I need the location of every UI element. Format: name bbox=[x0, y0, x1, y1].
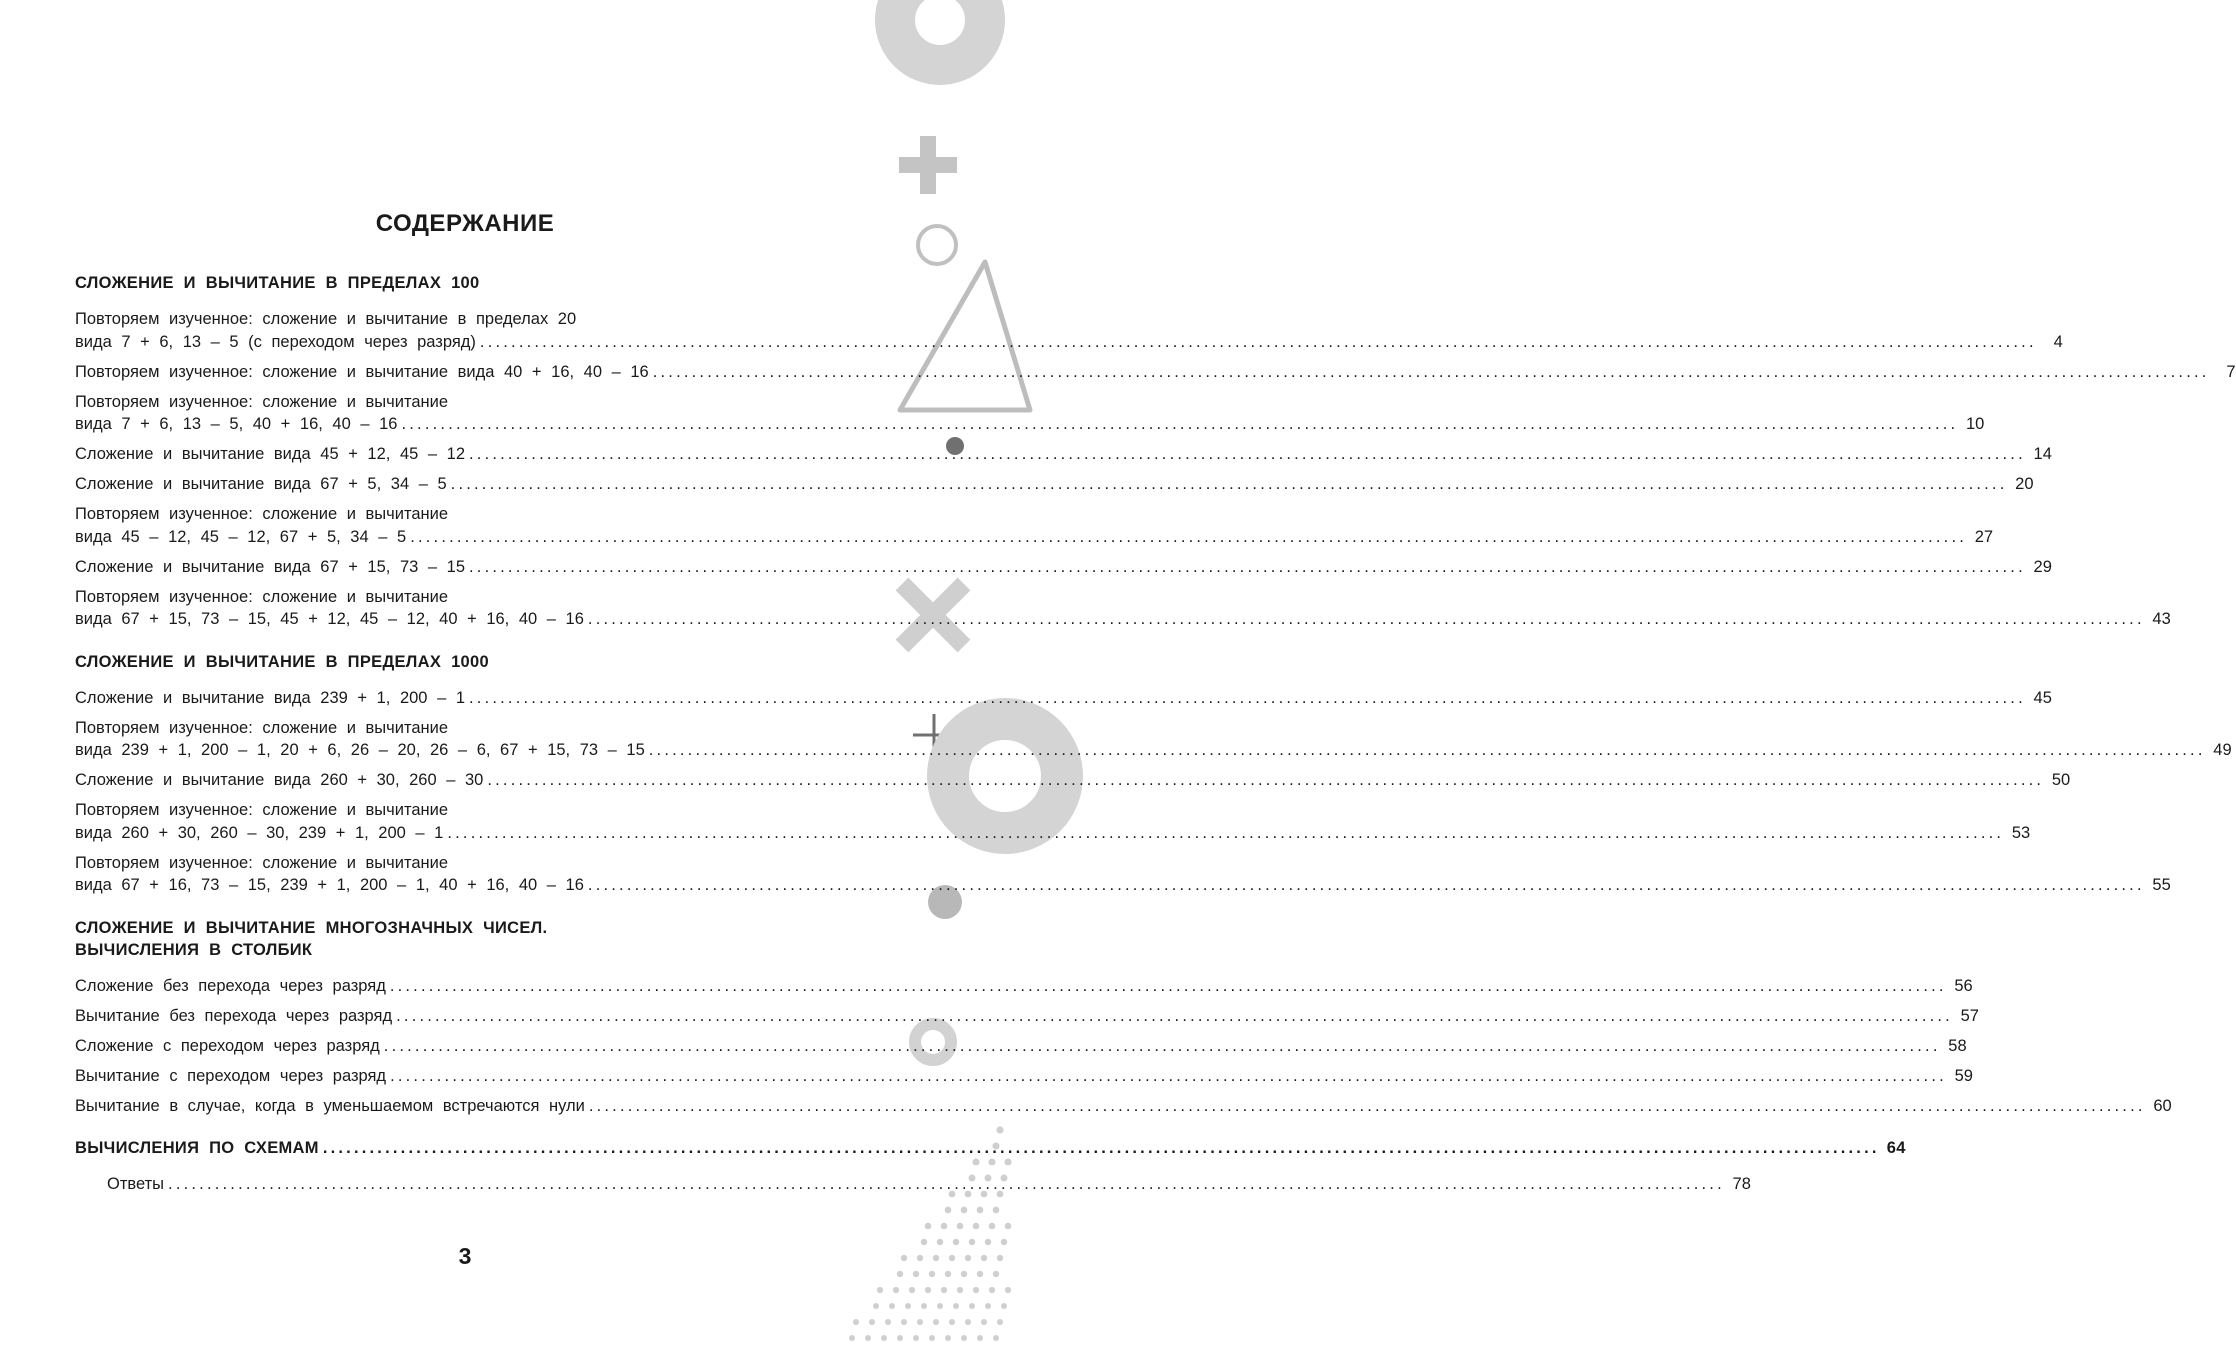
entry-text: Сложение и вычитание вида 239 + 1, 200 – 1 bbox=[75, 688, 466, 707]
pattern-dot bbox=[981, 1255, 987, 1261]
pattern-dot bbox=[1005, 1159, 1012, 1166]
entry-page: 4 bbox=[2053, 332, 2063, 351]
toc-row bbox=[75, 769, 2071, 792]
entry-page: 43 bbox=[2152, 610, 2171, 628]
dot-leader: ........................................................................................................................................................................................................ bbox=[648, 741, 2206, 759]
toc-section bbox=[75, 917, 2172, 1118]
entry-page: 58 bbox=[1948, 1036, 1967, 1055]
toc-entry bbox=[75, 586, 2171, 631]
toc-section bbox=[75, 651, 2232, 897]
entry-page: 27 bbox=[1974, 527, 1994, 546]
ring-icon bbox=[895, 0, 985, 65]
toc-row bbox=[75, 361, 2236, 384]
entry-first-line: Повторяем изученное: сложение и вычитание bbox=[75, 392, 449, 411]
entry-text: Повторяем изученное: сложение и вычитание вида 40 + 16, 40 – 16 bbox=[75, 362, 649, 381]
entry-page: 10 bbox=[1965, 415, 1985, 433]
entry-page: 59 bbox=[1954, 1066, 1973, 1085]
pattern-dot bbox=[1001, 1303, 1007, 1309]
pattern-dot bbox=[993, 1335, 999, 1341]
pattern-dot bbox=[933, 1255, 939, 1261]
toc-entry bbox=[75, 473, 2034, 496]
toc-entry bbox=[75, 1035, 1967, 1058]
pattern-dot bbox=[909, 1287, 915, 1293]
pattern-dot bbox=[961, 1207, 968, 1214]
pattern-dot bbox=[997, 1255, 1003, 1261]
pattern-dot bbox=[973, 1287, 979, 1293]
dot-leader: ........................................................................................................................................................................................................ bbox=[390, 1066, 1947, 1085]
table-of-contents bbox=[75, 272, 2236, 1216]
entry-first-line: Повторяем изученное: сложение и вычитание bbox=[75, 801, 449, 819]
entry-page: 45 bbox=[2033, 688, 2052, 707]
dot-leader: ........................................................................................................................................................................................................ bbox=[168, 1175, 1725, 1193]
toc-row bbox=[75, 1173, 1751, 1196]
dot-leader: ........................................................................................................................................................................................................ bbox=[322, 1139, 1880, 1157]
pattern-dot bbox=[937, 1239, 944, 1246]
pattern-dot bbox=[989, 1159, 996, 1166]
entry-text: ВЫЧИСЛЕНИЯ ПО СХЕМАМ bbox=[75, 1139, 319, 1157]
section-title: СЛОЖЕНИЕ И ВЫЧИТАНИЕ В ПРЕДЕЛАХ 100 bbox=[75, 274, 480, 292]
toc-entry bbox=[75, 503, 1994, 548]
dot-leader: ........................................................................................................................................................................................................ bbox=[450, 475, 2008, 493]
entry-text: вида 67 + 16, 73 – 15, 239 + 1, 200 – 1, 40 + 16, 40 – 16 bbox=[75, 876, 584, 894]
pattern-dot bbox=[937, 1303, 943, 1309]
toc-row bbox=[75, 526, 1994, 549]
pattern-dot bbox=[913, 1271, 919, 1277]
entry-text: вида 45 – 12, 45 – 12, 67 + 5, 34 – 5 bbox=[75, 527, 407, 546]
entry-page: 57 bbox=[1960, 1006, 1979, 1025]
pattern-dot bbox=[973, 1223, 980, 1230]
pattern-dot bbox=[985, 1239, 992, 1246]
pattern-dot bbox=[989, 1287, 995, 1293]
pattern-dot bbox=[877, 1287, 883, 1293]
toc-row bbox=[75, 739, 2232, 762]
entry-page: 53 bbox=[2011, 823, 2031, 842]
toc-row bbox=[75, 608, 2171, 631]
toc-entry bbox=[75, 687, 2052, 710]
pattern-dot bbox=[865, 1335, 871, 1341]
pattern-dot bbox=[925, 1287, 931, 1293]
pattern-dot bbox=[945, 1207, 952, 1214]
entry-text: вида 67 + 15, 73 – 15, 45 + 12, 45 – 12, 40 + 16, 40 – 16 bbox=[75, 610, 584, 628]
entry-text: вида 239 + 1, 200 – 1, 20 + 6, 26 – 20, 26 – 6, 67 + 15, 73 – 15 bbox=[75, 741, 645, 759]
pattern-dot bbox=[1005, 1287, 1011, 1293]
toc-row bbox=[75, 874, 2171, 897]
pattern-dot bbox=[993, 1271, 999, 1277]
dot-leader: ........................................................................................................................................................................................................ bbox=[410, 527, 1968, 546]
toc-row bbox=[75, 1035, 1967, 1058]
entry-list bbox=[75, 975, 2172, 1118]
toc-row bbox=[75, 975, 1973, 998]
dot-leader: ........................................................................................................................................................................................................ bbox=[587, 876, 2145, 894]
toc-entry bbox=[75, 308, 2063, 353]
pattern-dot bbox=[881, 1335, 887, 1341]
entry-page: 64 bbox=[1886, 1139, 1906, 1157]
pattern-dot bbox=[945, 1271, 951, 1277]
pattern-dot bbox=[953, 1303, 959, 1309]
entry-first-line: Повторяем изученное: сложение и вычитание bbox=[75, 853, 449, 872]
entry-text: Сложение и вычитание вида 67 + 5, 34 – 5 bbox=[75, 475, 447, 493]
entry-text: вида 7 + 6, 13 – 5 (с переходом через разряд) bbox=[75, 332, 476, 351]
page-number: 3 bbox=[458, 1243, 472, 1269]
dot-leader: ........................................................................................................................................................................................................ bbox=[487, 771, 2045, 789]
pattern-dot bbox=[917, 1319, 923, 1325]
entry-first-line: Повторяем изученное: сложение и вычитание bbox=[75, 718, 449, 737]
entry-list bbox=[75, 308, 2236, 631]
toc-row bbox=[75, 1005, 1979, 1028]
section-subtitle: ВЫЧИСЛЕНИЯ В СТОЛБИК bbox=[75, 940, 313, 959]
entry-text: Сложение без перехода через разряд bbox=[75, 976, 386, 995]
toc-row bbox=[75, 1137, 1906, 1159]
toc-row bbox=[75, 1065, 1973, 1088]
pattern-dot bbox=[913, 1335, 919, 1341]
pattern-dot bbox=[969, 1239, 976, 1246]
pattern-dot bbox=[869, 1319, 875, 1325]
pattern-dot bbox=[893, 1287, 899, 1293]
pattern-dot bbox=[945, 1335, 951, 1341]
entry-page: 55 bbox=[2152, 876, 2171, 894]
toc-row bbox=[75, 473, 2034, 496]
entry-list bbox=[75, 687, 2232, 897]
pattern-dot bbox=[885, 1319, 891, 1325]
page-title: СОДЕРЖАНИЕ bbox=[375, 210, 555, 237]
entry-first-line: Повторяем изученное: сложение и вычитание в пределах 20 bbox=[75, 310, 577, 328]
pattern-dot bbox=[901, 1319, 907, 1325]
pattern-dot bbox=[953, 1239, 960, 1246]
pattern-dot bbox=[873, 1303, 879, 1309]
entry-text: Сложение и вычитание вида 45 + 12, 45 – 12 bbox=[75, 445, 466, 463]
pattern-dot bbox=[897, 1335, 903, 1341]
entry-first-line: Повторяем изученное: сложение и вычитание bbox=[75, 587, 449, 606]
pattern-dot bbox=[993, 1207, 1000, 1214]
pattern-dot bbox=[853, 1319, 859, 1325]
section-title: СЛОЖЕНИЕ И ВЫЧИТАНИЕ В ПРЕДЕЛАХ 1000 bbox=[75, 652, 489, 671]
entry-text: вида 7 + 6, 13 – 5, 40 + 16, 40 – 16 bbox=[75, 415, 398, 433]
entry-page: 20 bbox=[2015, 475, 2034, 493]
toc-row bbox=[75, 413, 1985, 436]
entry-text: Вычитание в случае, когда в уменьшаемом встречаются нули bbox=[75, 1096, 585, 1115]
toc-row bbox=[75, 1095, 2172, 1118]
pattern-dot bbox=[921, 1303, 927, 1309]
toc-row bbox=[75, 687, 2052, 710]
toc-row bbox=[75, 822, 2031, 845]
pattern-dot bbox=[1005, 1223, 1012, 1230]
pattern-dot bbox=[949, 1255, 955, 1261]
toc-entry-answers bbox=[75, 1173, 1751, 1196]
pattern-dot bbox=[969, 1303, 975, 1309]
pattern-dot bbox=[965, 1255, 971, 1261]
pattern-dot bbox=[949, 1319, 955, 1325]
pattern-dot bbox=[1001, 1239, 1008, 1246]
entry-first-line: Повторяем изученное: сложение и вычитание bbox=[75, 505, 449, 523]
dot-leader: ........................................................................................................................................................................................................ bbox=[479, 332, 2037, 351]
entry-text: Сложение и вычитание вида 67 + 15, 73 – 15 bbox=[75, 557, 466, 576]
pattern-dot bbox=[961, 1271, 967, 1277]
entry-page: 29 bbox=[2033, 557, 2052, 576]
pattern-dot bbox=[905, 1303, 911, 1309]
toc-entry bbox=[75, 1065, 1973, 1088]
entry-text: Вычитание без перехода через разряд bbox=[75, 1006, 393, 1025]
pattern-dot bbox=[997, 1319, 1003, 1325]
entry-page: 14 bbox=[2033, 445, 2052, 463]
pattern-dot bbox=[941, 1223, 948, 1230]
dot-leader: ........................................................................................................................................................................................................ bbox=[396, 1006, 1953, 1025]
pattern-dot bbox=[889, 1303, 895, 1309]
toc-row bbox=[75, 556, 2052, 579]
entry-page: 56 bbox=[1954, 976, 1973, 995]
pattern-dot bbox=[973, 1159, 980, 1166]
entry-text: Сложение и вычитание вида 260 + 30, 260 – 30 bbox=[75, 771, 484, 789]
toc-entry bbox=[75, 361, 2236, 384]
entry-text: Сложение с переходом через разряд bbox=[75, 1036, 380, 1055]
toc-entry bbox=[75, 1005, 1979, 1028]
toc-final-section bbox=[75, 1137, 1906, 1196]
toc-row bbox=[75, 331, 2063, 354]
toc-row bbox=[75, 443, 2052, 466]
pattern-dot bbox=[957, 1287, 963, 1293]
pattern-dot bbox=[996, 1126, 1003, 1133]
pattern-dot bbox=[977, 1271, 983, 1277]
toc-entry bbox=[75, 799, 2031, 844]
dot-leader: ........................................................................................................................................................................................................ bbox=[469, 557, 2026, 576]
dot-leader: ........................................................................................................................................................................................................ bbox=[652, 362, 2210, 381]
section-title: СЛОЖЕНИЕ И ВЫЧИТАНИЕ МНОГОЗНАЧНЫХ ЧИСЕЛ. bbox=[75, 918, 548, 937]
pattern-dot bbox=[933, 1319, 939, 1325]
dot-leader: ........................................................................................................................................................................................................ bbox=[588, 1096, 2146, 1115]
pattern-dot bbox=[981, 1319, 987, 1325]
dot-leader: ........................................................................................................................................................................................................ bbox=[469, 445, 2026, 463]
pattern-dot bbox=[849, 1335, 855, 1341]
entry-text: Вычитание с переходом через разряд bbox=[75, 1066, 387, 1085]
entry-page: 49 bbox=[2213, 741, 2232, 759]
pattern-dot bbox=[929, 1271, 935, 1277]
pattern-dot bbox=[941, 1287, 947, 1293]
pattern-dot bbox=[961, 1335, 967, 1341]
entry-page: 7 bbox=[2226, 362, 2236, 381]
pattern-dot bbox=[989, 1223, 996, 1230]
pattern-dot bbox=[965, 1319, 971, 1325]
toc-entry bbox=[75, 556, 2052, 579]
toc-entry bbox=[75, 769, 2071, 792]
entry-page: 60 bbox=[2153, 1096, 2172, 1115]
dot-leader: ........................................................................................................................................................................................................ bbox=[447, 823, 2005, 842]
dot-leader: ........................................................................................................................................................................................................ bbox=[401, 415, 1959, 433]
pattern-dot bbox=[977, 1335, 983, 1341]
pattern-dot bbox=[957, 1223, 964, 1230]
toc-section bbox=[75, 272, 2236, 631]
dot-leader: ........................................................................................................................................................................................................ bbox=[383, 1036, 1941, 1055]
plus-icon bbox=[899, 136, 957, 194]
pattern-dot bbox=[985, 1303, 991, 1309]
entry-text: Ответы bbox=[107, 1175, 165, 1193]
toc-entry bbox=[75, 717, 2232, 762]
toc-entry bbox=[75, 852, 2171, 897]
dot-leader: ........................................................................................................................................................................................................ bbox=[389, 976, 1947, 995]
dot-leader: ........................................................................................................................................................................................................ bbox=[587, 610, 2145, 628]
entry-page: 78 bbox=[1732, 1175, 1751, 1193]
pattern-dot bbox=[929, 1335, 935, 1341]
entry-page: 50 bbox=[2051, 771, 2071, 789]
toc-entry bbox=[75, 443, 2052, 466]
entry-text: вида 260 + 30, 260 – 30, 239 + 1, 200 – 1 bbox=[75, 823, 444, 842]
toc-entry bbox=[75, 391, 1985, 436]
pattern-dot bbox=[897, 1271, 903, 1277]
pattern-dot bbox=[925, 1223, 932, 1230]
toc-entry bbox=[75, 1095, 2172, 1118]
toc-entry bbox=[75, 975, 1973, 998]
pattern-dot bbox=[977, 1207, 984, 1214]
dot-leader: ........................................................................................................................................................................................................ bbox=[469, 688, 2026, 707]
